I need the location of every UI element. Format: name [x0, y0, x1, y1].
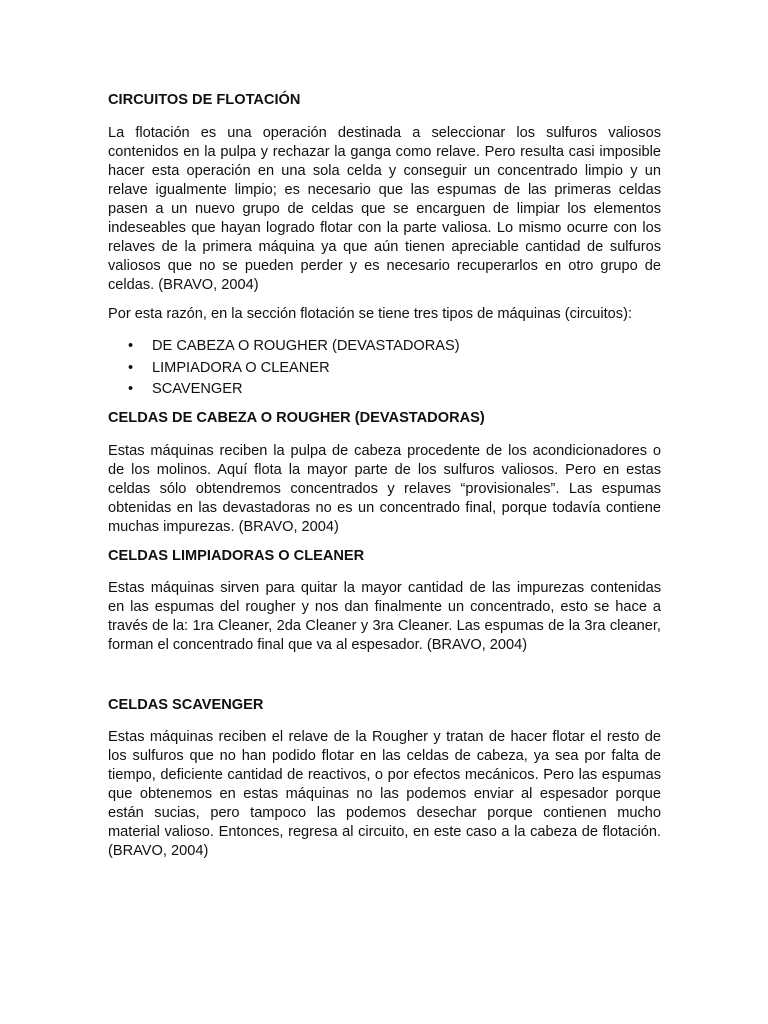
- scavenger-line: tiempo, deficiente cantidad de reactivos, o por efectos mecánicos. Pero las espumas: [108, 767, 661, 783]
- cleaner-line: forman el concentrado final que va al espesador. (BRAVO, 2004): [108, 637, 528, 653]
- rougher-line: obtenidas en las devastadoras no es un concentrado final, porque todavía contiene: [108, 500, 661, 516]
- document-title: CIRCUITOS DE FLOTACIÓN: [108, 92, 301, 108]
- bullet-icon: •: [128, 381, 134, 397]
- bullet-item: DE CABEZA O ROUGHER (DEVASTADORAS): [152, 338, 460, 354]
- section-heading-scavenger: CELDAS SCAVENGER: [108, 697, 264, 713]
- cleaner-line: en las espumas del rougher y nos dan finalmente un concentrado, esto se hace a: [108, 599, 661, 615]
- intro-line: celdas. (BRAVO, 2004): [108, 277, 259, 293]
- intro-line: indeseables que hayan logrado flotar con la parte valiosa. Lo mismo ocurre con los: [108, 220, 661, 236]
- rougher-line: muchas impurezas. (BRAVO, 2004): [108, 519, 339, 535]
- scavenger-line: Estas máquinas reciben el relave de la Rougher y tratan de hacer flotar el resto de: [108, 729, 661, 745]
- rougher-line: Estas máquinas reciben la pulpa de cabeza procedente de los acondicionadores o: [108, 443, 661, 459]
- intro-line: pasen a un nuevo grupo de celdas que se encarguen de limpiar los elementos: [108, 201, 661, 217]
- cleaner-line: Estas máquinas sirven para quitar la mayor cantidad de las impurezas contenidas: [108, 580, 661, 596]
- scavenger-line: están sucias, pero tampoco las podemos desechar porque contienen mucho: [108, 805, 661, 821]
- reason-line: Por esta razón, en la sección flotación se tiene tres tipos de máquinas (circuitos):: [108, 306, 633, 322]
- intro-line: contenidos en la pulpa y rechazar la ganga como relave. Pero resulta casi imposible: [108, 144, 661, 160]
- intro-line: La flotación es una operación destinada a seleccionar los sulfuros valiosos: [108, 125, 661, 141]
- rougher-line: celdas sólo obtendremos concentrados y relaves “provisionales”. Las espumas: [108, 481, 661, 497]
- bullet-item: SCAVENGER: [152, 381, 243, 397]
- scavenger-line: los sulfuros que no han podido flotar en las celdas de cabeza, ya sea por falta de: [108, 748, 661, 764]
- bullet-icon: •: [128, 338, 134, 354]
- scavenger-line: que obtenemos en estas máquinas no las podemos enviar al espesador porque: [108, 786, 661, 802]
- bullet-icon: •: [128, 360, 134, 376]
- intro-line: relaves de la primera máquina ya que aún tienen apreciable cantidad de sulfuros: [108, 239, 661, 255]
- intro-line: relave igualmente limpio; es necesario que las espumas de las primeras celdas: [108, 182, 661, 198]
- section-heading-cleaner: CELDAS LIMPIADORAS O CLEANER: [108, 548, 365, 564]
- section-heading-rougher: CELDAS DE CABEZA O ROUGHER (DEVASTADORAS): [108, 410, 485, 426]
- intro-line: valiosos que no se pueden perder y es necesario recuperarlos en otro grupo de: [108, 258, 661, 274]
- rougher-line: de los molinos. Aquí flota la mayor parte de los sulfuros valiosos. Pero en estas: [108, 462, 661, 478]
- bullet-item: LIMPIADORA O CLEANER: [152, 360, 330, 376]
- cleaner-line: través de la: 1ra Cleaner, 2da Cleaner y 3ra Cleaner. Las espumas de la 3ra cleaner,: [108, 618, 661, 634]
- intro-line: hacer esta operación en una sola celda y conseguir un concentrado limpio y un: [108, 163, 661, 179]
- scavenger-line: (BRAVO, 2004): [108, 843, 209, 859]
- scavenger-line: material valioso. Entonces, regresa al circuito, en este caso a la cabeza de flotación.: [108, 824, 661, 840]
